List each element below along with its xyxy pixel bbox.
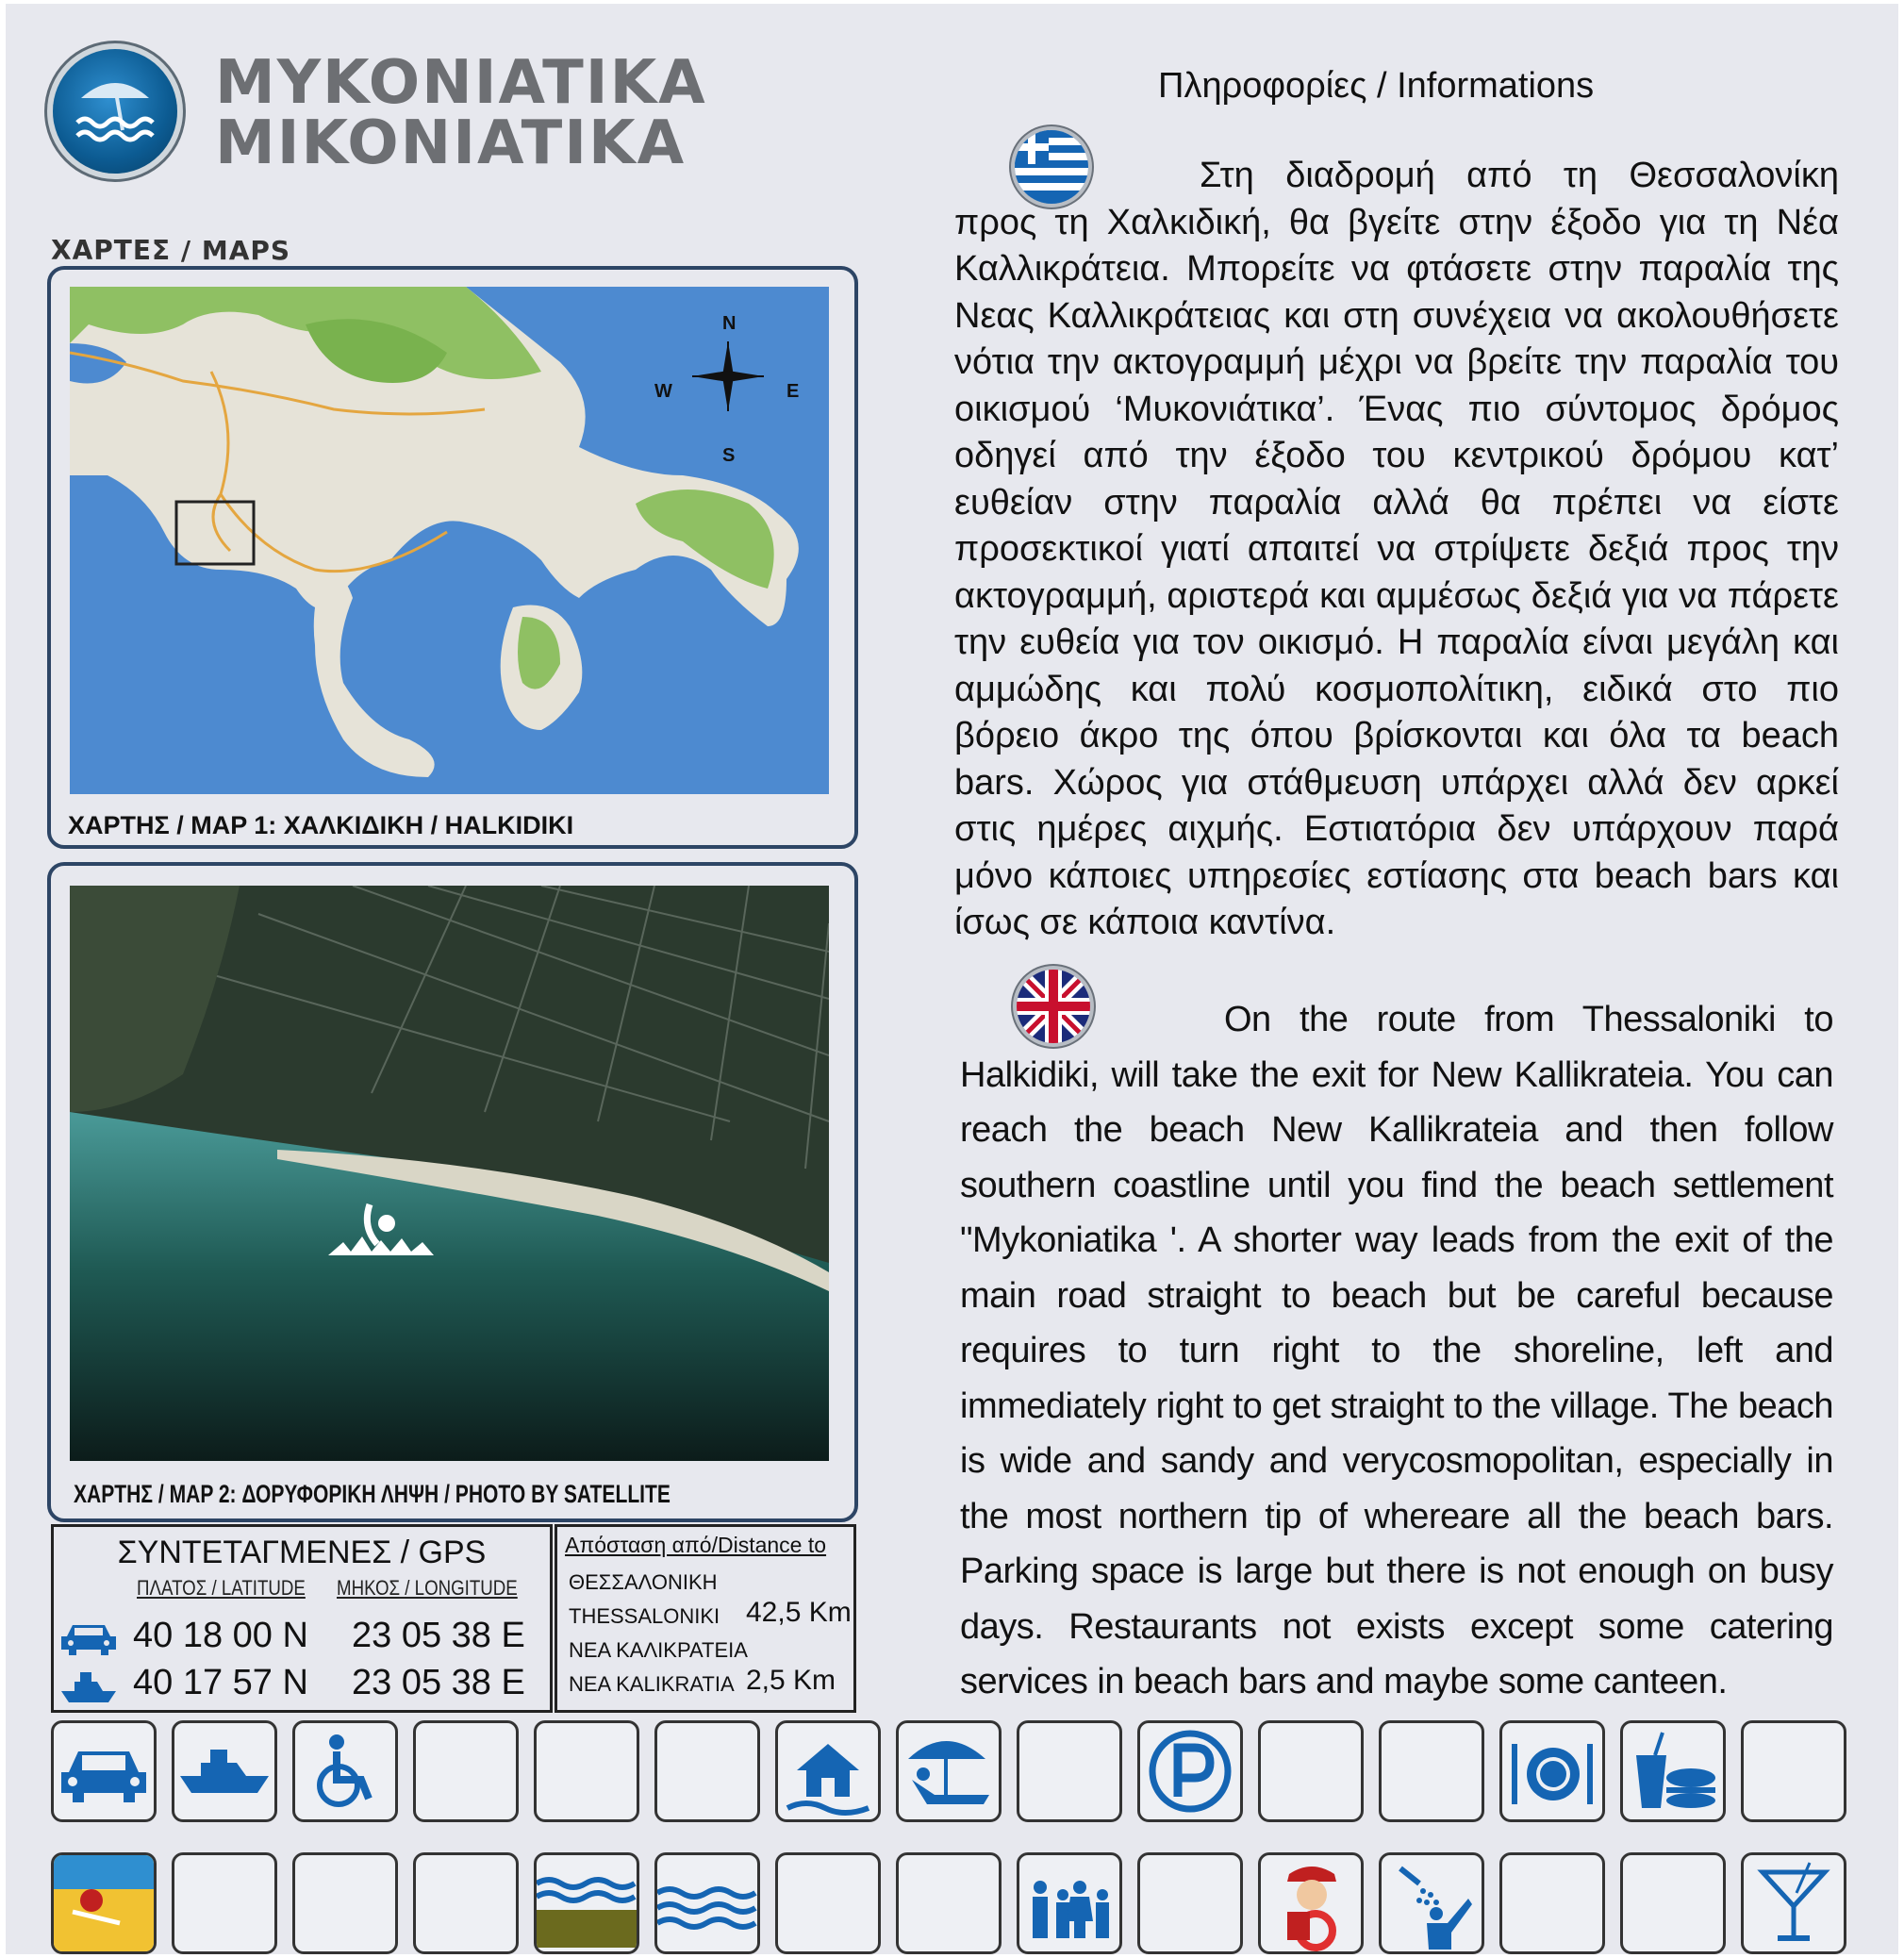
- sand-beach-icon[interactable]: [51, 1852, 157, 1954]
- empty-slot: [1017, 1720, 1122, 1822]
- empty-slot: [1258, 1720, 1364, 1822]
- distance-1-line1: ΘΕΣΣΑΛΟΝΙΚΗ: [569, 1570, 718, 1594]
- empty-slot: [1741, 1720, 1846, 1822]
- empty-slot: [413, 1852, 519, 1954]
- info-heading: Πληροφορίες / Informations: [1158, 66, 1595, 106]
- satellite-photo[interactable]: [70, 886, 829, 1461]
- empty-slot: [1499, 1852, 1605, 1954]
- title-line-2: MIKONIATIKA: [215, 108, 687, 178]
- empty-slot: [1379, 1720, 1484, 1822]
- halkidiki-map[interactable]: [70, 287, 829, 794]
- boat-icon: [59, 1667, 118, 1704]
- distance-1-km: 42,5 Km: [746, 1597, 852, 1628]
- map2-caption: ΧΑΡΤΗΣ / MAP 2: ΔΟΡΥΦΟΡΙΚΗ ΛΗΨΗ / PHOTO BY SATELLITE: [74, 1480, 671, 1508]
- swimmer-icon: [324, 1199, 438, 1265]
- parking-icon[interactable]: [1137, 1720, 1243, 1822]
- beach-umbrella-logo-icon: [53, 49, 177, 174]
- compass-n: N: [722, 313, 737, 334]
- empty-slot: [775, 1852, 881, 1954]
- distance-2-km: 2,5 Km: [746, 1665, 836, 1696]
- maps-label: ΧΑΡΤΕΣ / MAPS: [51, 235, 291, 266]
- gps-lat-2: 40 17 57 N: [133, 1663, 308, 1702]
- longitude-label: ΜΗΚΟΣ / LONGITUDE: [337, 1576, 518, 1600]
- distance-2-line2: ΝΕΑ KALIKRATIA: [569, 1672, 735, 1696]
- facility-icons-row-2: [51, 1852, 1843, 1958]
- umbrella-sunbed-icon[interactable]: [896, 1720, 1002, 1822]
- waves-sand-icon[interactable]: [534, 1852, 639, 1954]
- empty-slot: [1137, 1852, 1243, 1954]
- boat-access-icon[interactable]: [172, 1720, 277, 1822]
- car-access-icon[interactable]: [51, 1720, 157, 1822]
- gps-title: ΣΥΝΤΕΤΑΓΜΕΝΕΣ / GPS: [117, 1535, 487, 1570]
- car-icon: [59, 1619, 118, 1657]
- empty-slot: [896, 1852, 1002, 1954]
- wheelchair-icon[interactable]: [292, 1720, 398, 1822]
- gps-lon-1: 23 05 38 E: [352, 1616, 525, 1655]
- empty-slot: [654, 1720, 760, 1822]
- restaurant-icon[interactable]: [1499, 1720, 1605, 1822]
- empty-slot: [413, 1720, 519, 1822]
- title-line-1: MYKONIATIKA: [215, 48, 707, 118]
- gps-box: [51, 1524, 553, 1713]
- distance-box: [555, 1524, 856, 1713]
- family-icon[interactable]: [1017, 1852, 1122, 1954]
- facility-icons-row-1: [51, 1720, 1843, 1826]
- page: [6, 4, 1898, 1954]
- map1-caption: ΧΑΡΤΗΣ / MAP 1: ΧΑΛΚΙΔΙΚΗ / HALKIDIKI: [68, 811, 574, 839]
- distance-1-line2: THESSALONIKI: [569, 1604, 720, 1628]
- waves-icon[interactable]: [654, 1852, 760, 1954]
- compass-e: E: [786, 381, 800, 402]
- empty-slot: [534, 1720, 639, 1822]
- cocktail-icon[interactable]: [1741, 1852, 1846, 1954]
- house-icon[interactable]: [775, 1720, 881, 1822]
- gps-lat-1: 40 18 00 N: [133, 1616, 308, 1655]
- distance-2-line1: ΝΕΑ ΚΑΛΙΚΡΑΤΕΙΑ: [569, 1638, 748, 1662]
- empty-slot: [172, 1852, 277, 1954]
- gps-lon-2: 23 05 38 E: [352, 1663, 525, 1702]
- distance-title: Απόσταση από/Distance to: [565, 1533, 827, 1557]
- compass-s: S: [722, 445, 736, 466]
- greek-description: Στη διαδρομή από τη Θεσσαλονίκη προς τη Χαλκιδική, θα βγείτε στην έξοδο για τη Νέα Καλλικράτεια. Μπορείτε να φτάσετε στην παραλία της Νεας Καλλικράτειας και στη συνέχεια να ακολουθήσετε νότια την ακτογραμμή μέχρι να βρείτε την παραλία του οικισμού ‘Μυκονιάτικα’. Ένας πιο σύντομος δρόμος οδηγεί από την έξοδο του κεντρικού δρόμου κατ’ ευθείαν στην παραλία αλλά θα πρέπει να είστε προσεκτικοί γιατί απαιτεί να στρίψετε δεξιά προς την ακτογραμμή, αριστερά και αμμέσως δεξιά για να πάρετε την ευθεία για τον οικισμό. Η παραλία είναι μεγάλη και αμμώδης και πολύ κοσμοπολίτικη, ειδικά στο πιο βόρειο άκρο της όπου βρίσκονται και όλα τα beach bars. Χώρος για στάθμευση υπάρχει αλλά δεν αρκεί στις ημέρες αιχμής. Εστιατόρια δεν υπάρχουν παρά μόνο κάποιες υπηρεσίες εστίασης στα beach bars και ίσως σε κάποια καντίνα.: [954, 156, 1839, 942]
- compass-w: W: [654, 381, 672, 402]
- latitude-label: ΠΛΑΤΟΣ / LATITUDE: [137, 1576, 306, 1600]
- empty-slot: [1620, 1852, 1726, 1954]
- empty-slot: [292, 1852, 398, 1954]
- lifeguard-icon[interactable]: [1258, 1852, 1364, 1954]
- english-description: On the route from Thessaloniki to Halkidiki, will take the exit for New Kallikrateia. You can reach the beach New Kallikrateia and then follow southern coastline until you find the beach settlement "Mykoniatika '. A shorter way leads from the exit of the main road straight to beach but be careful because requires to turn right to the shoreline, left and immediately right to get straight to the village. The beach is wide and sandy and verycosmopolitan, especially in the most northern tip of whereare all the beach bars. Parking space is large but there is not enough on busy days. Restaurants not exists except some catering services in beach bars and maybe some canteen.: [960, 1000, 1833, 1701]
- shower-icon[interactable]: [1379, 1852, 1484, 1954]
- fast-food-icon[interactable]: [1620, 1720, 1726, 1822]
